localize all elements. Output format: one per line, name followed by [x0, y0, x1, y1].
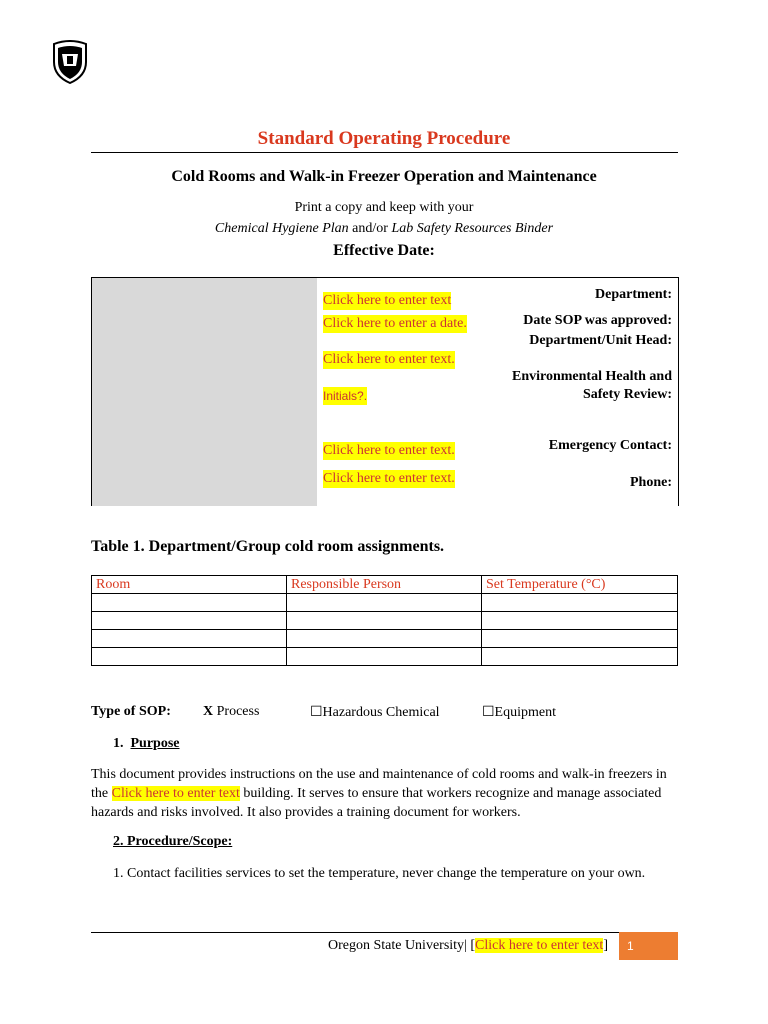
- col-header-room: Room: [92, 576, 287, 594]
- table-cell[interactable]: [92, 612, 287, 630]
- unit-head-label: Department/Unit Head:: [529, 333, 672, 348]
- phone-field[interactable]: Click here to enter text.: [323, 471, 455, 486]
- table-row: [92, 648, 678, 666]
- print-instruction: Print a copy and keep with your: [294, 200, 474, 215]
- table-header-row: [92, 576, 678, 594]
- equipment-checkbox[interactable]: ☐Equipment: [482, 705, 556, 720]
- plan-line: [0, 221, 768, 237]
- table-cell[interactable]: [92, 594, 287, 612]
- table-cell[interactable]: [287, 612, 482, 630]
- table1-caption: Table 1. Department/Group cold room assignments.: [91, 538, 445, 555]
- emergency-contact-label: Emergency Contact:: [548, 438, 672, 453]
- footer-text: [328, 938, 608, 954]
- building-field[interactable]: Click here to enter text: [111, 786, 240, 801]
- col-header-set-temperature: Set Temperature (°C): [482, 576, 678, 594]
- purpose-heading-number: 1.: [113, 736, 124, 751]
- approved-date-label: Date SOP was approved:: [523, 313, 672, 328]
- info-labels-column: [92, 278, 317, 506]
- table-cell[interactable]: [287, 648, 482, 666]
- ehs-review-label-1: Environmental Health and: [512, 369, 672, 384]
- page-number: 1: [627, 939, 634, 953]
- sop-info-box: [91, 277, 679, 506]
- sop-type-label: Type of SOP:: [91, 704, 171, 719]
- footer-rule: [91, 932, 678, 933]
- effective-date-label: Effective Date:: [333, 242, 435, 259]
- process-label: Process: [213, 704, 260, 719]
- department-field[interactable]: Click here to enter text: [323, 293, 452, 308]
- footer-org: Oregon State University| [: [327, 938, 476, 953]
- table-cell[interactable]: [482, 612, 678, 630]
- purpose-heading: [113, 736, 180, 752]
- table-cell[interactable]: [92, 630, 287, 648]
- purpose-paragraph: [91, 765, 681, 822]
- document-title: Standard Operating Procedure: [257, 128, 511, 149]
- osu-seal-logo: [50, 40, 90, 84]
- ehs-review-label-2: Safety Review:: [582, 387, 672, 402]
- process-mark: X: [203, 704, 214, 719]
- table-row: [92, 612, 678, 630]
- phone-label: Phone:: [630, 475, 672, 490]
- purpose-text-2: building. It serves to ensure that workers recognize and manage associated hazards and risks involved. It also provides a training document for workers.: [91, 786, 662, 820]
- plan-line-part3: Lab Safety Resources Binder: [391, 221, 554, 236]
- purpose-text-1: This document provides instructions on the use and maintenance of cold rooms and walk-in freezers in the: [91, 767, 667, 801]
- table-cell[interactable]: [482, 630, 678, 648]
- plan-line-part1: Chemical Hygiene Plan: [214, 221, 349, 236]
- hazardous-chemical-checkbox[interactable]: ☐Hazardous Chemical: [310, 705, 440, 720]
- plan-line-part2: and/or: [348, 221, 392, 236]
- ehs-initials-field[interactable]: Initials?.: [323, 389, 368, 403]
- emergency-contact-field[interactable]: Click here to enter text.: [323, 443, 455, 458]
- table-row: [92, 630, 678, 648]
- table-cell[interactable]: [287, 630, 482, 648]
- footer-field[interactable]: Click here to enter text: [475, 938, 604, 953]
- process-option[interactable]: [203, 704, 259, 720]
- department-label: Department:: [595, 287, 672, 302]
- table-cell[interactable]: [287, 594, 482, 612]
- procedure-heading: 2. Procedure/Scope:: [113, 834, 233, 849]
- procedure-item-1: 1. Contact facilities services to set the temperature, never change the temperature on your own.: [113, 866, 646, 881]
- table-cell[interactable]: [482, 648, 678, 666]
- purpose-heading-text: Purpose: [130, 736, 180, 751]
- approved-date-field[interactable]: Click here to enter a date.: [323, 316, 467, 331]
- table-cell[interactable]: [92, 648, 287, 666]
- page-number-box: [619, 932, 678, 960]
- footer-close: ]: [603, 938, 608, 953]
- col-header-responsible-person: Responsible Person: [287, 576, 482, 594]
- table-cell[interactable]: [482, 594, 678, 612]
- table-row: [92, 594, 678, 612]
- title-rule: [91, 152, 678, 153]
- cold-room-assignments-table: [91, 575, 678, 666]
- document-subtitle: Cold Rooms and Walk-in Freezer Operation and Maintenance: [171, 168, 597, 185]
- unit-head-field[interactable]: Click here to enter text.: [323, 352, 455, 367]
